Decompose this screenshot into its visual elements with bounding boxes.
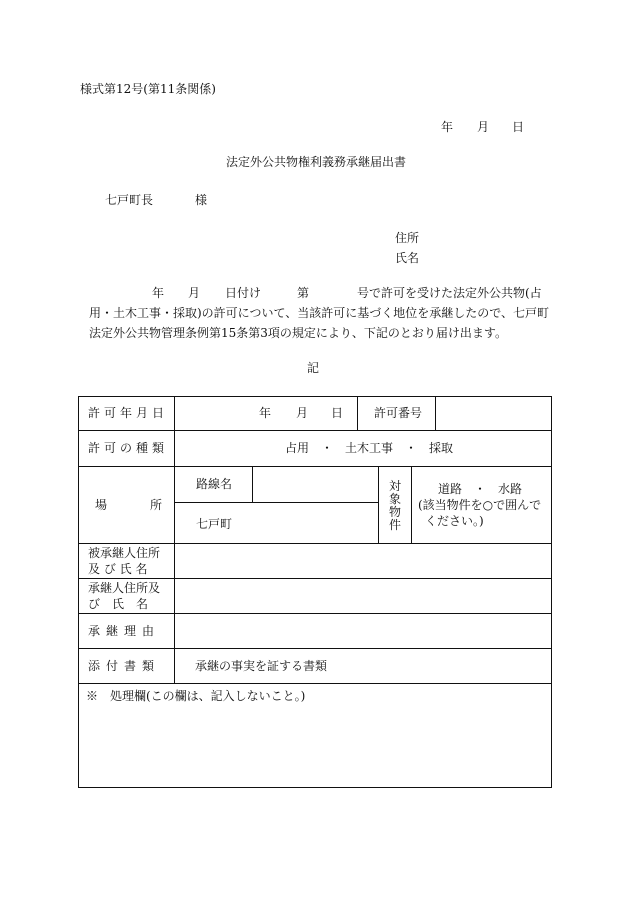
label-column-divider: [174, 396, 175, 683]
table-border-right: [551, 396, 552, 788]
body-line3: 法定外公共物管理条例第15条第3項の規定により、下記のとおり届け出ます。: [89, 326, 507, 340]
permit-date-year: 年: [259, 406, 272, 420]
town-name: 七戸町: [196, 517, 233, 531]
location-label-1: 場: [95, 498, 108, 512]
target-options: 道路 ・ 水路: [438, 482, 523, 496]
header-year-label: 年: [441, 120, 454, 134]
row-separator: [78, 613, 552, 614]
applicant-name-label: 氏名: [395, 251, 420, 265]
successor-label-line2: び 氏 名: [88, 597, 149, 611]
route-name-divider: [252, 466, 253, 502]
permit-number-divider-left: [357, 396, 358, 430]
addressee-name: 七戸町長: [105, 193, 154, 207]
attachments-label: 添付書類: [88, 659, 161, 673]
successor-label-line1: 承継人住所及: [88, 581, 161, 595]
permit-date-day: 日: [331, 406, 344, 420]
permit-number-label: 許可番号: [374, 406, 423, 420]
table-border-top: [78, 396, 552, 397]
body-year-label: 年: [152, 286, 165, 300]
row-separator: [78, 430, 552, 431]
addressee-honorific: 様: [195, 193, 208, 207]
attachments-value: 承継の事実を証する書類: [195, 659, 328, 673]
target-label-char-2: 象: [389, 492, 402, 506]
processing-note: ※ 処理欄(この欄は、記入しないこと。): [86, 689, 306, 703]
reason-label: 承継理由: [88, 624, 161, 638]
body-month-label: 月: [188, 286, 201, 300]
location-label-2: 所: [150, 498, 163, 512]
route-name-label: 路線名: [196, 477, 233, 491]
body-day-label: 日付け: [225, 286, 262, 300]
table-border-left: [78, 396, 79, 788]
header-day-label: 日: [512, 120, 525, 134]
ki-heading: 記: [307, 361, 320, 375]
body-line2: 用・土木工事・採取)の許可について、当該許可に基づく地位を承継したので、七戸町: [89, 306, 549, 320]
permit-date-label-text: 許可年月日: [88, 406, 169, 420]
permit-type-label: 許可の種類: [88, 441, 169, 455]
target-note-line2: ください。): [425, 514, 484, 528]
target-column-divider-left: [378, 466, 379, 543]
permit-type-options: 占用 ・ 土木工事 ・ 採取: [285, 441, 454, 455]
target-column-divider-right: [411, 466, 412, 543]
permit-date-month: 月: [296, 406, 309, 420]
predecessor-label-line2: 及 び 氏 名: [88, 562, 148, 576]
target-note-line1: (該当物件を○で囲んで: [418, 498, 542, 512]
row-separator: [78, 466, 552, 467]
permit-date-label: [88, 406, 169, 420]
target-label-char-3: 物: [389, 505, 402, 519]
target-label-char-4: 件: [389, 518, 402, 532]
notification-table: [78, 396, 552, 788]
permit-number-divider-right: [435, 396, 436, 430]
row-separator: [78, 578, 552, 579]
header-month-label: 月: [477, 120, 490, 134]
body-line1-tail: 号で許可を受けた法定外公共物(占: [357, 286, 542, 300]
row-separator: [78, 648, 552, 649]
predecessor-label-line1: 被承継人住所: [88, 546, 161, 560]
row-separator: [78, 543, 552, 544]
target-label-char-1: 対: [389, 479, 402, 493]
body-dai-label: 第: [297, 286, 310, 300]
applicant-address-label: 住所: [395, 231, 420, 245]
location-inner-separator: [174, 502, 378, 503]
row-separator: [78, 683, 552, 684]
form-number: 様式第12号(第11条関係): [80, 82, 216, 96]
document-title: 法定外公共物権利義務承継届出書: [226, 155, 407, 169]
table-border-bottom: [78, 787, 552, 788]
